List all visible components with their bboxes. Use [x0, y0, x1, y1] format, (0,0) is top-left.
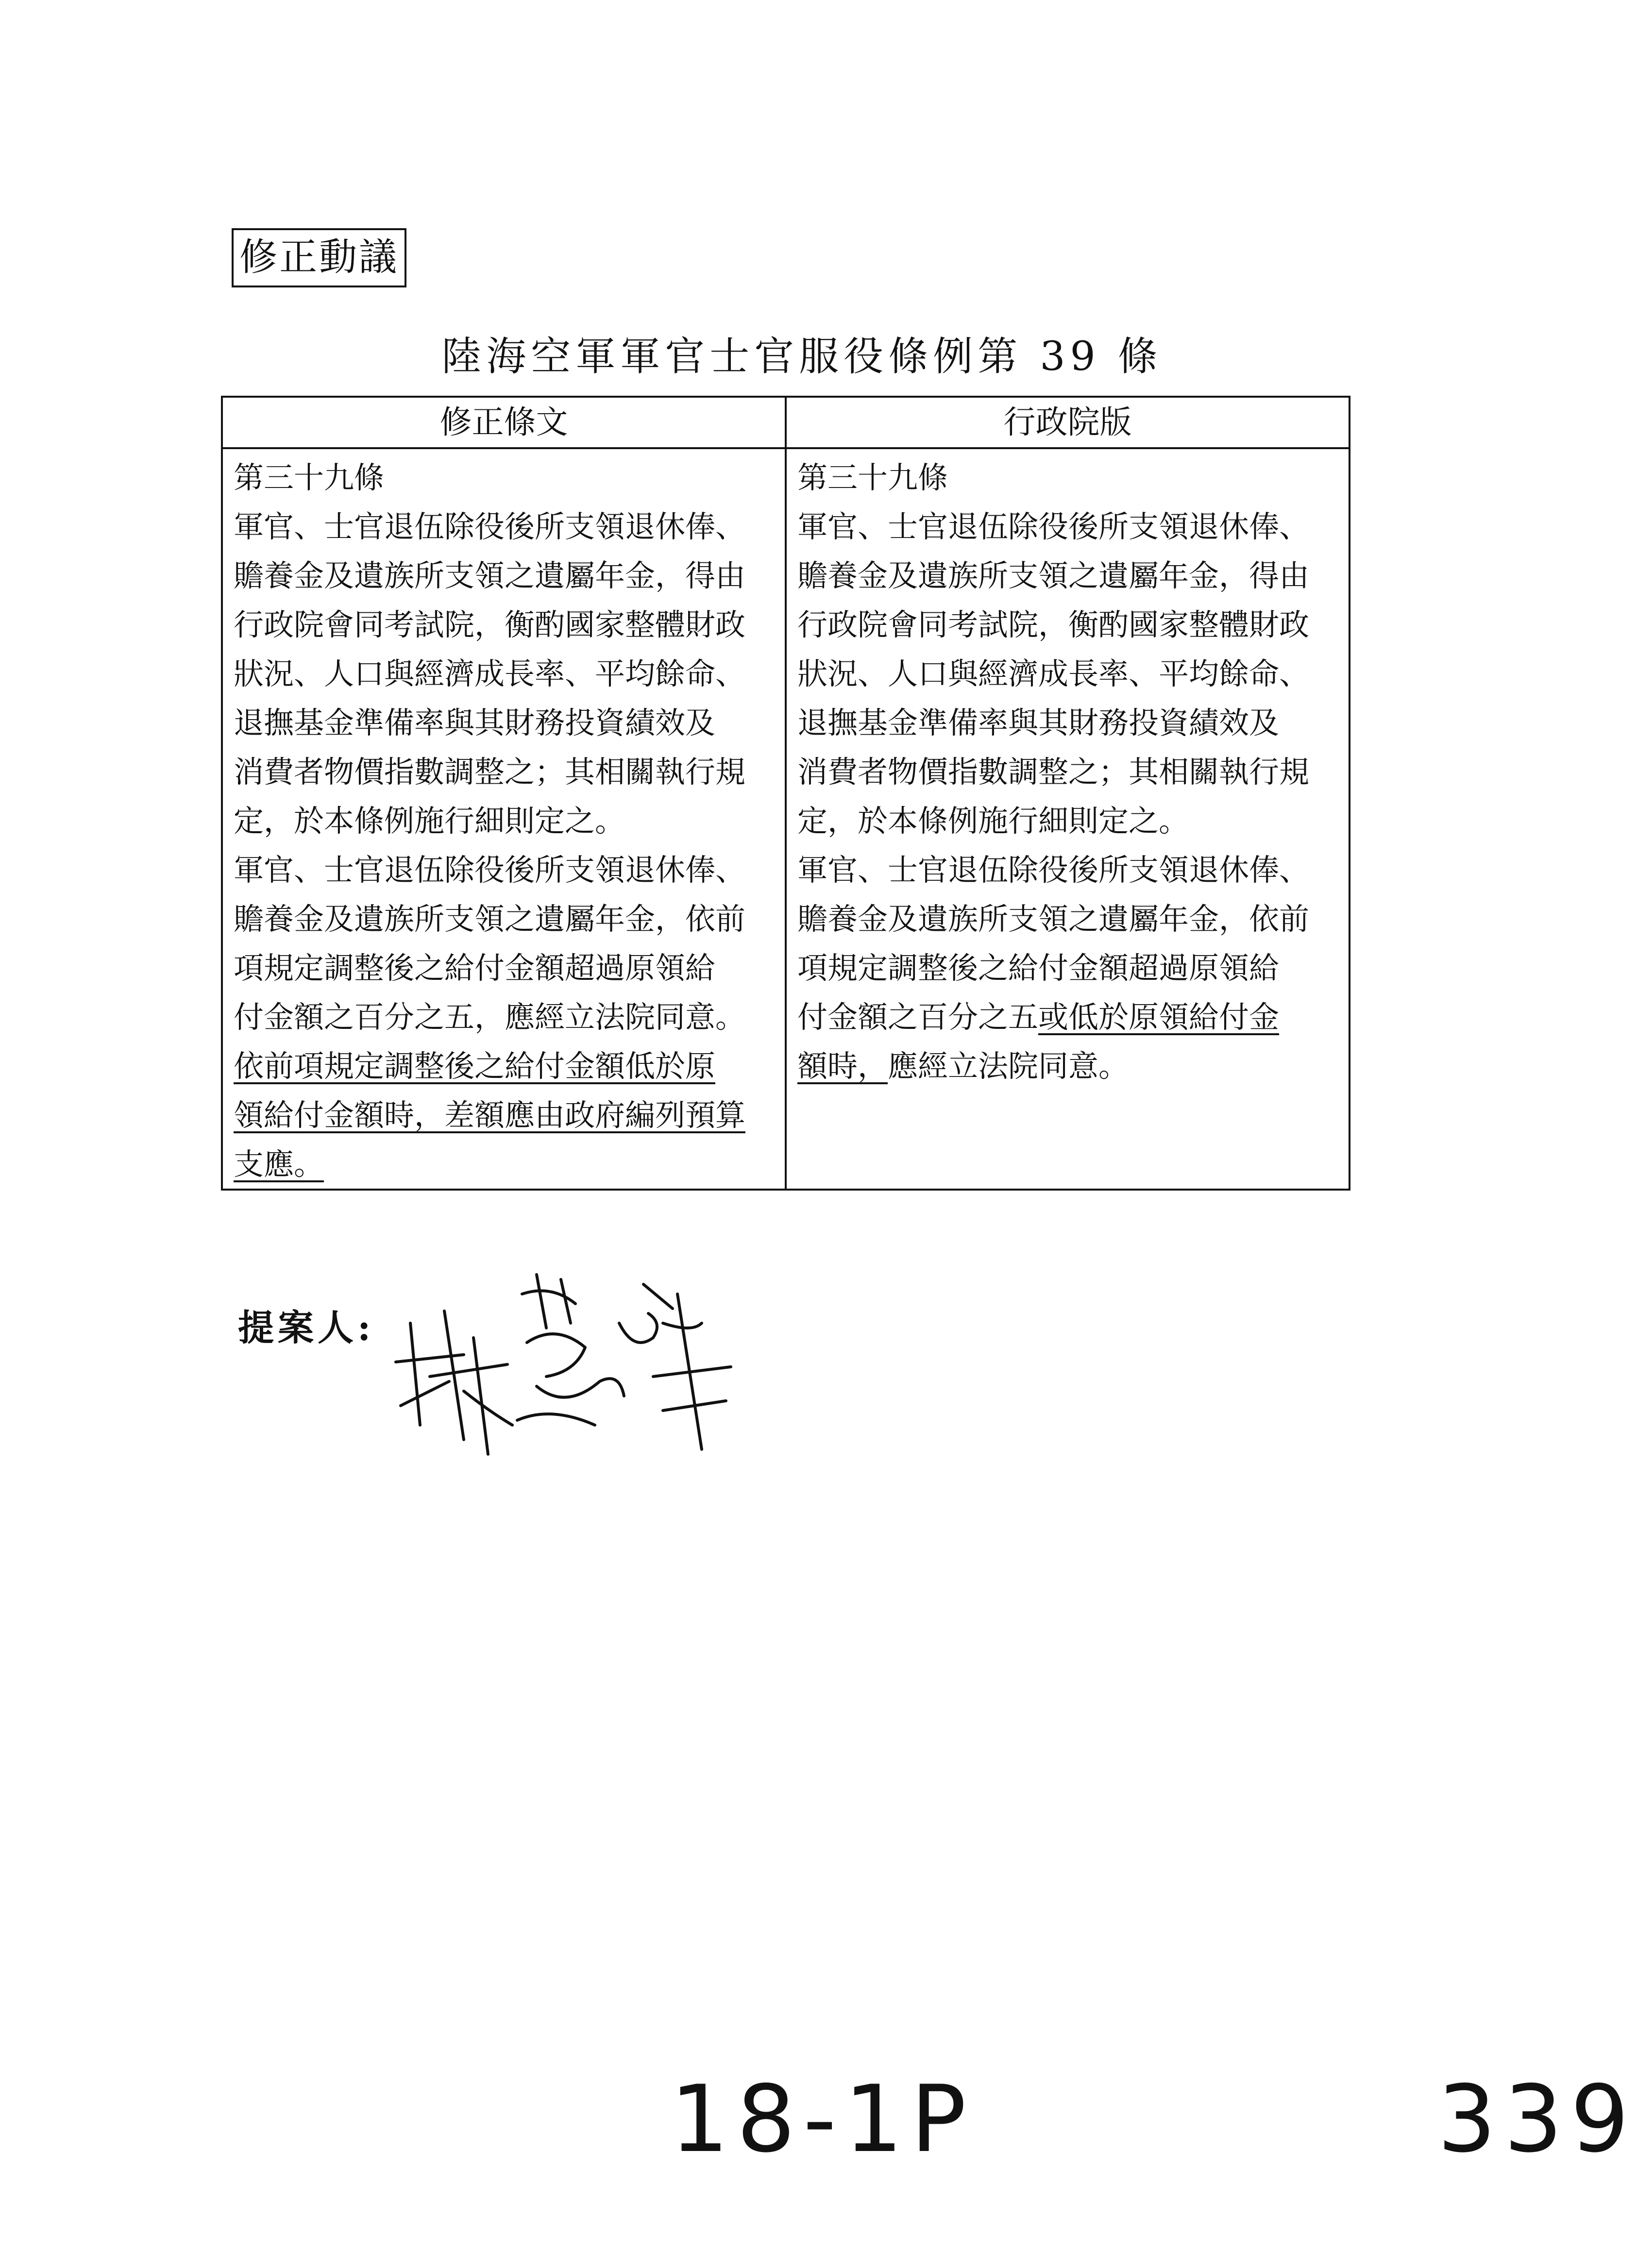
comparison-table: [221, 396, 1350, 1191]
header-amended-text: 修正條文: [222, 397, 786, 448]
amended-text-cell: [222, 448, 786, 1190]
executive-paragraph-2: [797, 845, 1340, 1091]
executive-paragraph-2-tail: 應經立法院同意。: [888, 1048, 1129, 1084]
handwritten-signature: [391, 1265, 741, 1469]
amended-paragraph-3-new: 依前項規定調整後之給付金額低於原 領給付金額時，差額應由政府編列預算 支應。: [234, 1048, 746, 1182]
table-row: [222, 448, 1350, 1190]
executive-paragraph-1: 軍官、士官退伍除役後所支領退休俸、 贍養金及遺族所支領之遺屬年金，得由 行政院會同考試院，衡酌國家整體財政 狀況、人口與經濟成長率、平均餘命、 退撫基金準備率與其財務投資績效及 消費者物價指數調整之；其相關執行規 定，於本條例施行細則定之。: [797, 509, 1310, 839]
executive-paragraph-2-lead: 軍官、士官退伍除役後所支領退休俸、 贍養金及遺族所支領之遺屬年金，依前 項規定調整後之給付金額超過原領給 付金額之百分之五: [797, 852, 1310, 1035]
handwritten-page-number: 339: [1437, 2066, 1637, 2173]
motion-label: 修正動議: [232, 228, 406, 287]
executive-version-cell: [786, 448, 1350, 1190]
header-executive-version: 行政院版: [786, 397, 1350, 448]
article-number: 第三十九條: [234, 460, 385, 495]
table-header-row: [222, 397, 1350, 448]
proposer-label: 提案人:: [238, 1307, 375, 1349]
handwritten-page-id: 18-1P: [670, 2066, 974, 2173]
amended-paragraph-2: 軍官、士官退伍除役後所支領退休俸、 贍養金及遺族所支領之遺屬年金，依前 項規定調整後之給付金額超過原領給 付金額之百分之五，應經立法院同意。: [234, 852, 746, 1035]
document-title: 陸海空軍軍官士官服役條例第 39 條: [441, 334, 1163, 380]
article-number: 第三十九條: [797, 460, 948, 495]
amended-paragraph-1: 軍官、士官退伍除役後所支領退休俸、 贍養金及遺族所支領之遺屬年金，得由 行政院會同考試院，衡酌國家整體財政 狀況、人口與經濟成長率、平均餘命、 退撫基金準備率與其財務投資績效及 消費者物價指數調整之；其相關執行規 定，於本條例施行細則定之。: [234, 509, 746, 839]
executive-paragraph-2-underlined: 或低於原領給付金 額時，: [797, 999, 1280, 1084]
